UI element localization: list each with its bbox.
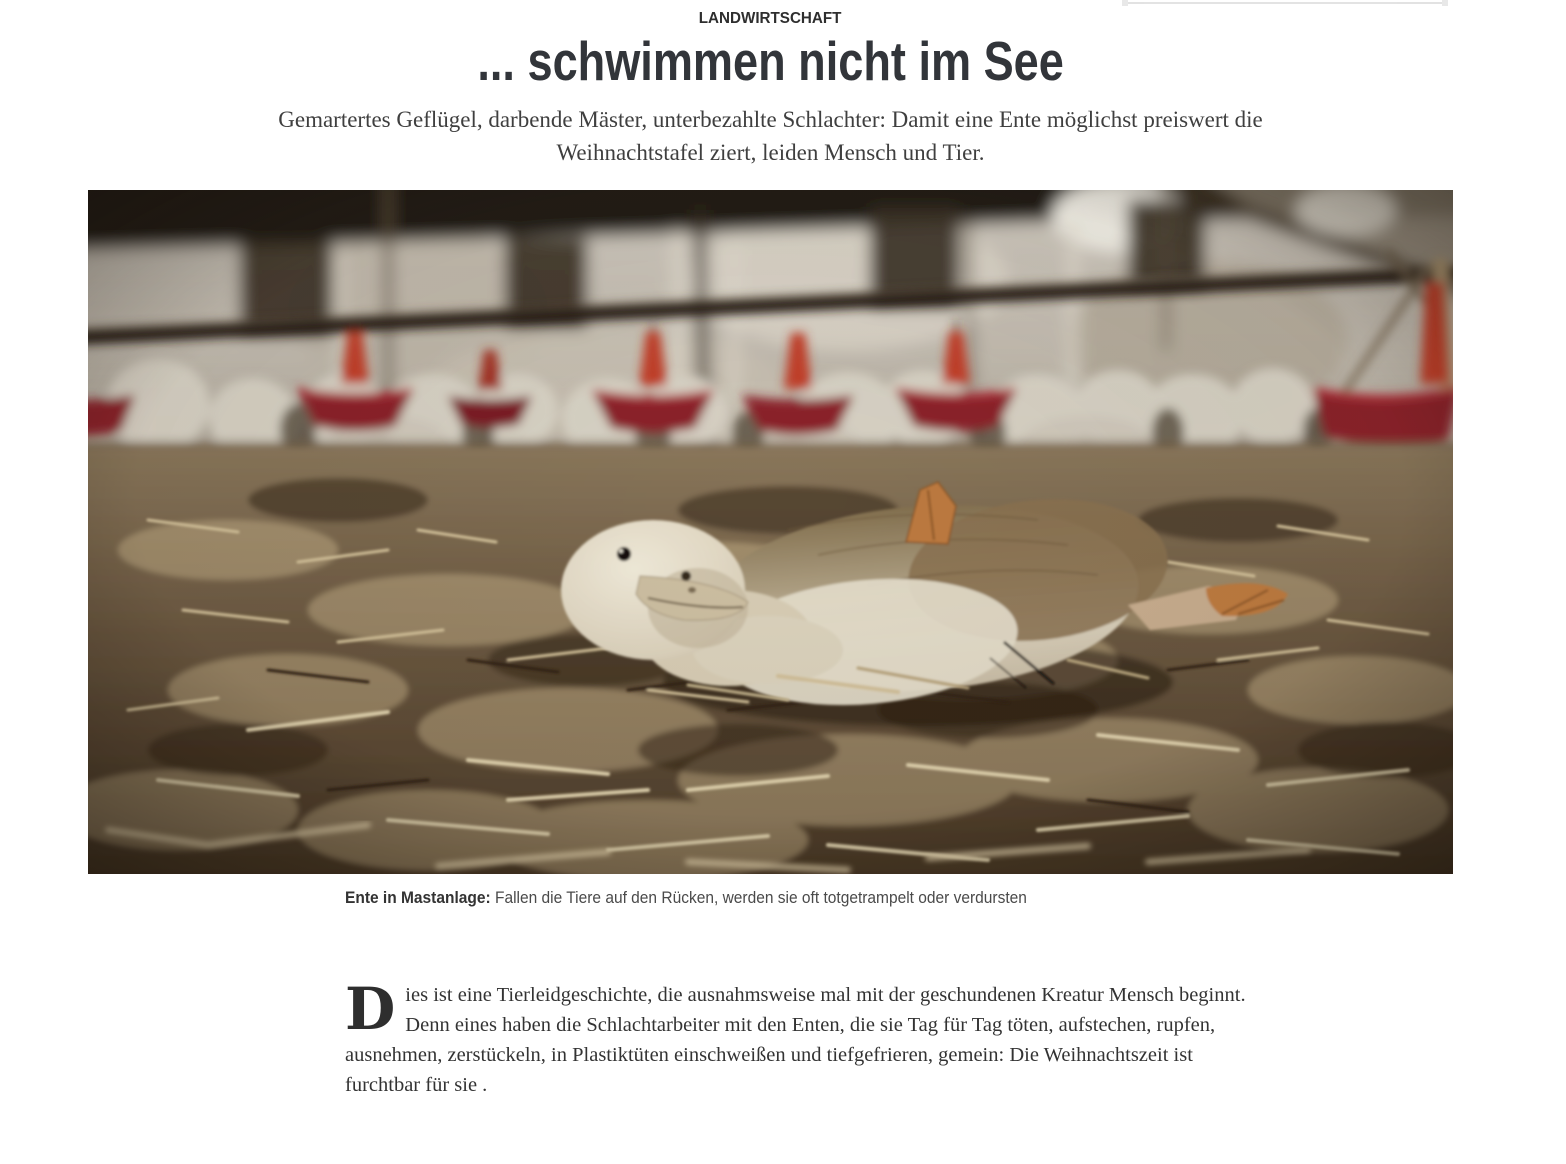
article-body <box>88 975 1453 1100</box>
kicker <box>88 10 1453 28</box>
headline-text: ... schwimmen nicht im See <box>477 30 1064 92</box>
dek: Gemartertes Geflügel, darbende Mäster, unterbezahlte Schlachter: Damit eine Ente möglichst preiswert die Weihnachtstafel ziert, leiden Mensch und Tier. <box>278 107 1263 165</box>
photo-caption <box>345 889 1387 908</box>
kicker-label: LANDWIRTSCHAFT <box>699 10 842 27</box>
article-page <box>88 0 1453 1100</box>
article-photo[interactable] <box>88 190 1453 874</box>
photo-vignette <box>88 190 1453 874</box>
drop-cap: D <box>345 975 396 1043</box>
paragraph-text: ies ist eine Tierleidgeschichte, die ausnahmsweise mal mit der geschundenen Kreatur Mensch beginnt. Denn eines haben die Schlachtarbeiter mit den Enten, die sie Tag für Tag töten, aufstechen, rupfen, ausnehmen, zerstückeln, in Plastiktüten einschweißen und tiefgefrieren, gemein: Die Weihnachtszeit ist furchtbar für sie . <box>345 984 1246 1096</box>
article-header <box>88 0 1453 169</box>
duck-photo-illustration[interactable] <box>88 190 1453 874</box>
headline <box>88 32 1453 90</box>
first-paragraph <box>345 975 1247 1100</box>
photo-caption-label: Ente in Mastanlage: <box>345 889 491 907</box>
photo-caption-text: Fallen die Tiere auf den Rücken, werden sie oft totgetrampelt oder verdursten <box>490 889 1027 907</box>
